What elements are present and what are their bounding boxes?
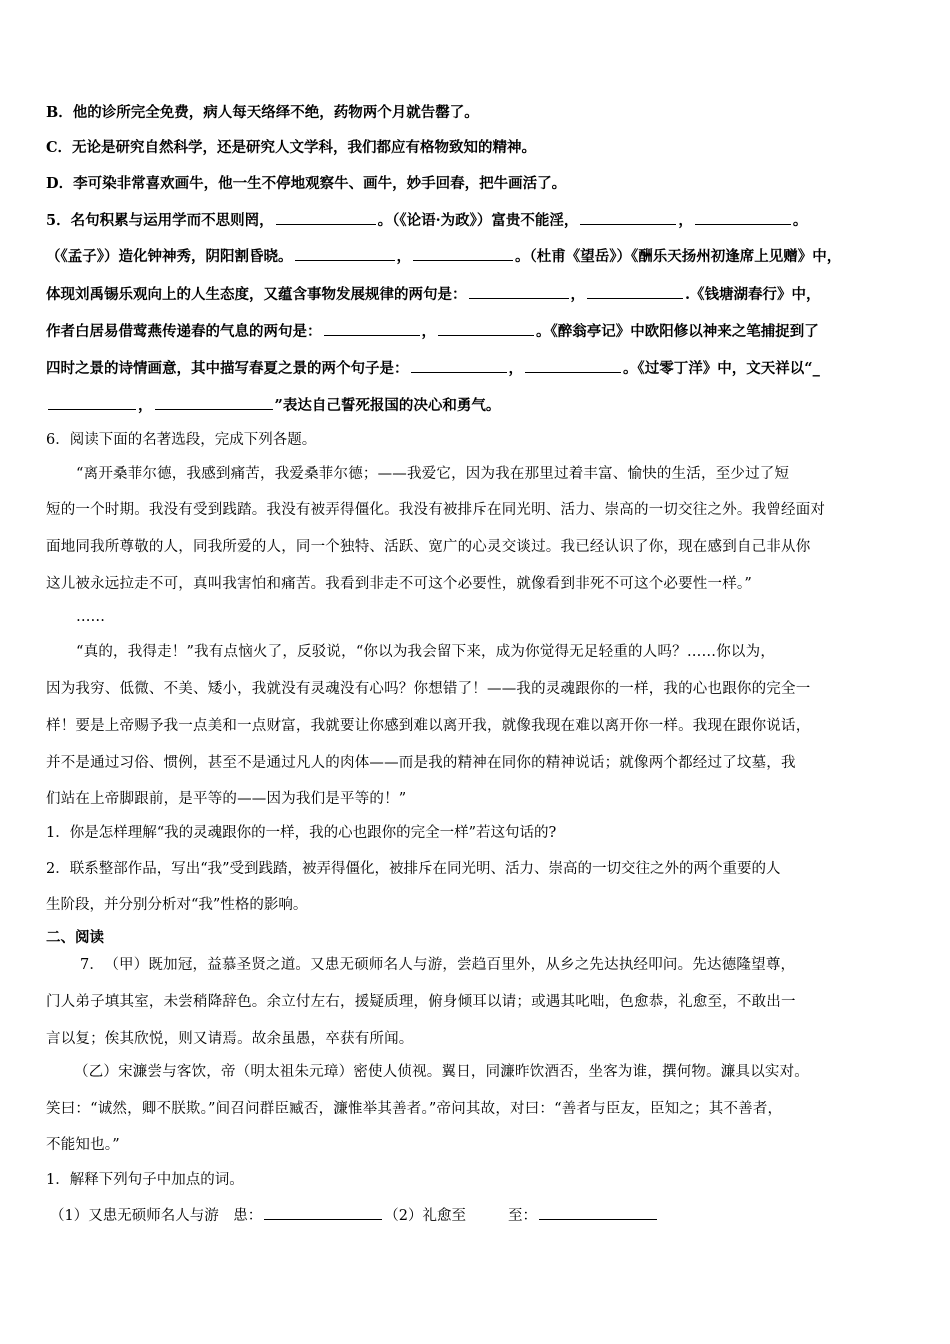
answer-blank[interactable]: [276, 210, 376, 225]
answer-blank[interactable]: [48, 395, 136, 410]
q6-passage-line: 这儿被永远拉走不可，真叫我害怕和痛苦。我看到非走不可这个必要性，就像看到非死不可这个必要性一样。”: [46, 576, 752, 592]
answer-blank[interactable]: [413, 246, 513, 261]
section-heading: 二、阅读: [46, 929, 104, 946]
answer-blank[interactable]: [580, 210, 676, 225]
q6-sub2-line: 生阶段，并分别分析对“我”性格的影响。: [46, 897, 308, 913]
answer-blank[interactable]: [411, 358, 507, 373]
answer-blank[interactable]: [469, 284, 569, 299]
q6-passage-line: 面地同我所尊敬的人，同我所爱的人，同一个独特、活跃、宽广的心灵交谈过。我已经认识了你，现在感到自己非从你: [46, 539, 811, 555]
answer-blank[interactable]: [525, 358, 621, 373]
option-c: C．无论是研究自然科学，还是研究人文学科，我们都应有格物致知的精神。: [46, 139, 537, 156]
option-d: D．李可染非常喜欢画牛，他一生不停地观察牛、画牛，妙手回春，把牛画活了。: [46, 175, 567, 192]
q5-line-2: （《孟子》）造化钟神秀，阴阳割昏晓。 ， 。（杜甫《望岳》）《酬乐天扬州初逢席上见赠》中，: [46, 248, 842, 265]
q6-sub2-line: 2．联系整部作品，写出“我”受到践踏，被弄得僵化，被排斥在同光明、活力、崇高的一切交往之外的两个重要的人: [46, 861, 781, 877]
q5-line-4: 作者白居易借莺燕传递春的气息的两句是： ， 。《醉翁亭记》中欧阳修以神来之笔捕捉到了: [46, 323, 819, 340]
q6-passage-line: 样！要是上帝赐予我一点美和一点财富，我就要让你感到难以离开我，就像我现在难以离开你一样。我现在跟你说话，: [46, 718, 811, 734]
q7-jia-line: 7． （甲）既加冠，益慕圣贤之道。又患无硕师名人与游，尝趋百里外，从乡之先达执经叩问。先达德隆望尊，: [80, 957, 796, 973]
q5-line-5: 四时之景的诗情画意，其中描写春夏之景的两个句子是： ， 。《过零丁洋》中，文天祥以“_: [46, 360, 820, 377]
q6-passage-line: 们站在上帝脚跟前，是平等的——因为我们是平等的！”: [46, 791, 407, 807]
answer-blank[interactable]: [438, 321, 534, 336]
answer-blank[interactable]: [539, 1205, 657, 1220]
q7-yi-line: （乙）宋濂尝与客饮，帝（明太祖朱元璋）密使人侦视。翼日，同濂昨饮酒否，坐客为谁，撰何物。濂具以实对。: [74, 1064, 809, 1080]
q5-line-6: ， ”表达自己誓死报国的决心和勇气。: [46, 395, 908, 416]
answer-blank[interactable]: [587, 284, 683, 299]
option-b: B．他的诊所完全免费，病人每天络绎不绝，药物两个月就告罄了。: [46, 104, 479, 121]
q6-sub1: 1．你是怎样理解“我的灵魂跟你的一样，我的心也跟你的完全一样”若这句话的?: [46, 825, 557, 841]
q6-passage-line: 并不是通过习俗、惯例，甚至不是通过凡人的肉体——而是我的精神在同你的精神说话；就像两个都经过了坟墓，我: [46, 755, 796, 771]
q6-passage-line: “真的，我得走！”我有点恼火了，反驳说，“你以为我会留下来，成为你觉得无足轻重的人吗？……你以为，: [76, 644, 776, 660]
answer-blank[interactable]: [155, 395, 273, 410]
q7-sub1-title: 1．解释下列句子中加点的词。: [46, 1172, 244, 1188]
q6-passage-line: 短的一个时期。我没有受到践踏。我没有被弄得僵化。我没有被排斥在同光明、活力、崇高的一切交往之外。我曾经面对: [46, 502, 826, 518]
q7-sub1-items: （1）又患无硕师名人与游 患： （2）礼愈至 至：: [50, 1205, 912, 1226]
q5-line-3: 体现刘禹锡乐观向上的人生态度，又蕴含事物发展规律的两句是： ， .《钱塘湖春行》中，: [46, 286, 821, 303]
q6-passage-line: 因为我穷、低微、不美、矮小，我就没有灵魂没有心吗？你想错了！——我的灵魂跟你的一样，我的心也跟你的完全一: [46, 681, 811, 697]
q5-line-1: 5．名句积累与运用学而不思则罔， 。（《论语·为政》）富贵不能淫， ， 。: [46, 212, 808, 229]
q6-ellipsis: ……: [76, 609, 105, 625]
q7-jia-line: 言以复；俟其欣悦，则又请焉。故余虽愚，卒获有所闻。: [46, 1031, 414, 1047]
q6-title: 6．阅读下面的名著选段，完成下列各题。: [46, 432, 317, 448]
answer-blank[interactable]: [264, 1205, 382, 1220]
q7-yi-line: 不能知也。”: [46, 1137, 120, 1153]
answer-blank[interactable]: [295, 246, 395, 261]
answer-blank[interactable]: [695, 210, 791, 225]
q7-yi-line: 笑曰：“诚然，卿不朕欺。”间召问群臣臧否，濂惟举其善者。”帝问其故，对曰：“善者与臣友，臣知之；其不善者，: [46, 1101, 783, 1117]
answer-blank[interactable]: [324, 321, 420, 336]
q7-jia-line: 门人弟子填其室，未尝稍降辞色。余立付左右，援疑质理，俯身倾耳以请；或遇其叱咄，色愈恭，礼愈至，不敢出一: [46, 994, 796, 1010]
q6-passage-line: “离开桑菲尔德，我感到痛苦，我爱桑菲尔德；——我爱它，因为我在那里过着丰富、愉快的生活，至少过了短: [76, 466, 790, 482]
